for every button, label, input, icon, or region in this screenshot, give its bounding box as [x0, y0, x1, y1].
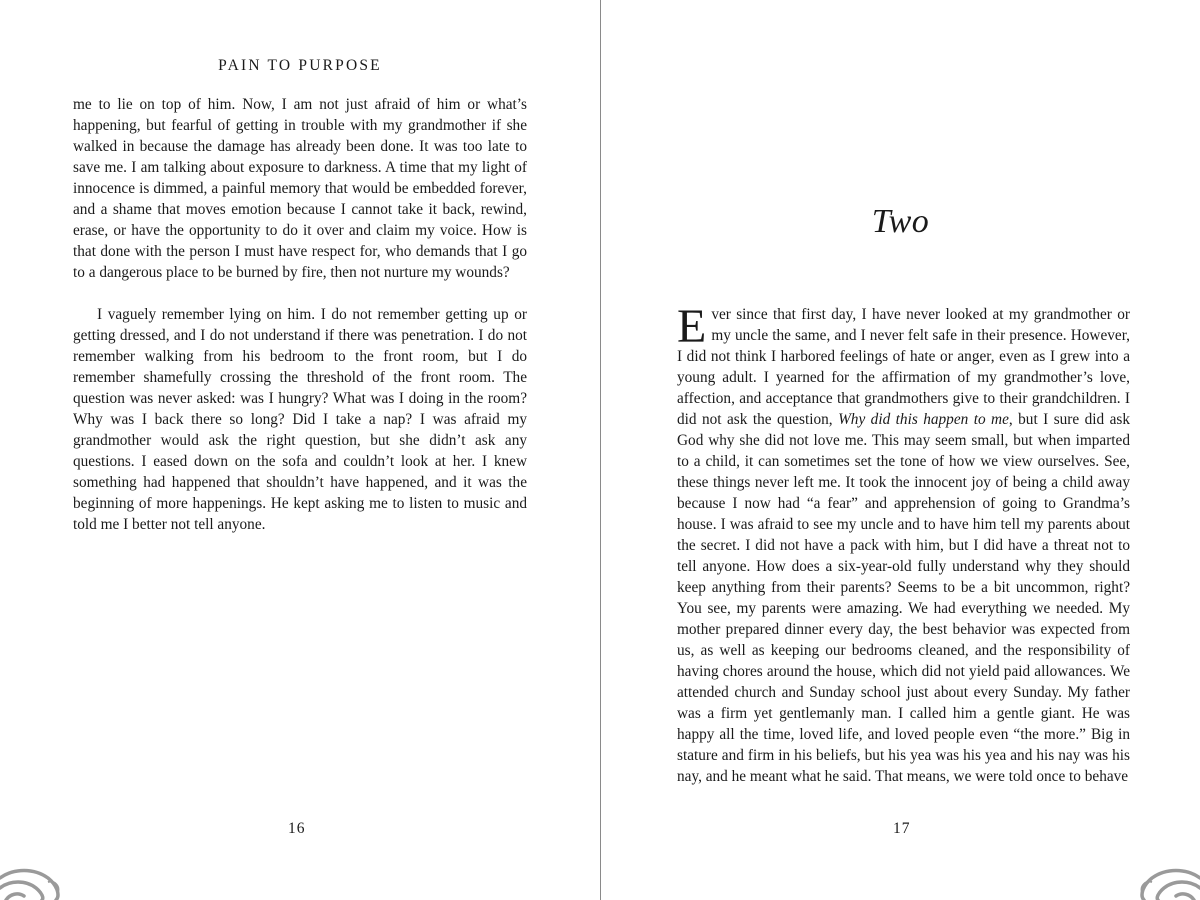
page-number: 16 [288, 820, 306, 837]
page-number: 17 [893, 820, 911, 837]
paragraph: me to lie on top of him. Now, I am not just afraid of him or what’s happening, but fearful of getting in trouble with my grandmother if she walked in because the damage has already been done. It was too late to save me. I am talking about exposure to darkness. A time that my light of innocence is dimmed, a painful memory that would be embedded forever, and a shame that moves emotion because I cannot take it back, rewind, erase, or have the opportunity to do it over and claim my voice. How is that done with the person I must have respect for, who demands that I go to a dangerous place to be burned by fire, then not nurture my wounds? [73, 96, 527, 281]
running-head: PAIN TO PURPOSE [218, 57, 382, 74]
flourish-ornament-icon [0, 860, 70, 900]
paragraph-text: , but I sure did ask God why she did not love me. This may seem small, but when imparted to a child, it can sometimes set the tone of how we view ourselves. See, these things never left me. It took the innocent joy of being a child away because I now had “a fear” and apprehension of going to Grandma’s house. I was afraid to see my uncle and to have him tell my parents about the secret. I did not have a pack with him, but I did have a threat not to tell anyone. How does a six-year-old fully understand why they should keep anything from their parents? Seems to be a bit uncommon, right? You see, my parents were amazing. We had everything we needed. My mother prepared dinner every day, the best behavior was expected from us, as well as keeping our bedrooms cleaned, and the responsibility of having chores around the house, which did not yield paid allowances. We attended church and Sunday school just about every Sunday. My father was a firm yet gentlemanly man. I called him a gentle giant. He was happy all the time, loved life, and loved people even “the more.” Big in stature and firm in his beliefs, but his yea was his yea and his nay was his nay, and he meant what he said. That means, we were told once to behave [677, 411, 1130, 785]
paragraph [677, 300, 1130, 787]
paragraph-text: ver since that first day, I have never looked at my grandmother or my uncle the same, and I never felt safe in their presence. However, I did not think I harbored feelings of hate or anger, even as I grew into a young adult. I yearned for the affirmation of my grandmother’s love, affection, and acceptance that grandmothers give to their grandchildren. I did not ask the question, [677, 306, 1130, 428]
chapter-title: Two [871, 203, 930, 240]
paragraph: I vaguely remember lying on him. I do not remember getting up or getting dressed, and I do not understand if there was penetration. I do not remember walking from his bedroom to the front room, but I do remember shamefully crossing the threshold of the front room. The question was never asked: was I hungry? What was I doing in the room? Why was I back there so long? Did I take a nap? I was afraid my grandmother would ask the right question, but she didn’t ask any questions. I eased down on the sofa and couldn’t look at her. I knew something had happened that shouldn’t have happened, and it was the beginning of more happenings. He kept asking me to listen to music and told me I better not tell anyone. [73, 306, 527, 533]
paragraph-italic-text: Why did this happen to me [838, 411, 1009, 428]
drop-cap: E [677, 300, 707, 353]
flourish-ornament-icon [1130, 860, 1200, 900]
right-page [601, 0, 1200, 900]
